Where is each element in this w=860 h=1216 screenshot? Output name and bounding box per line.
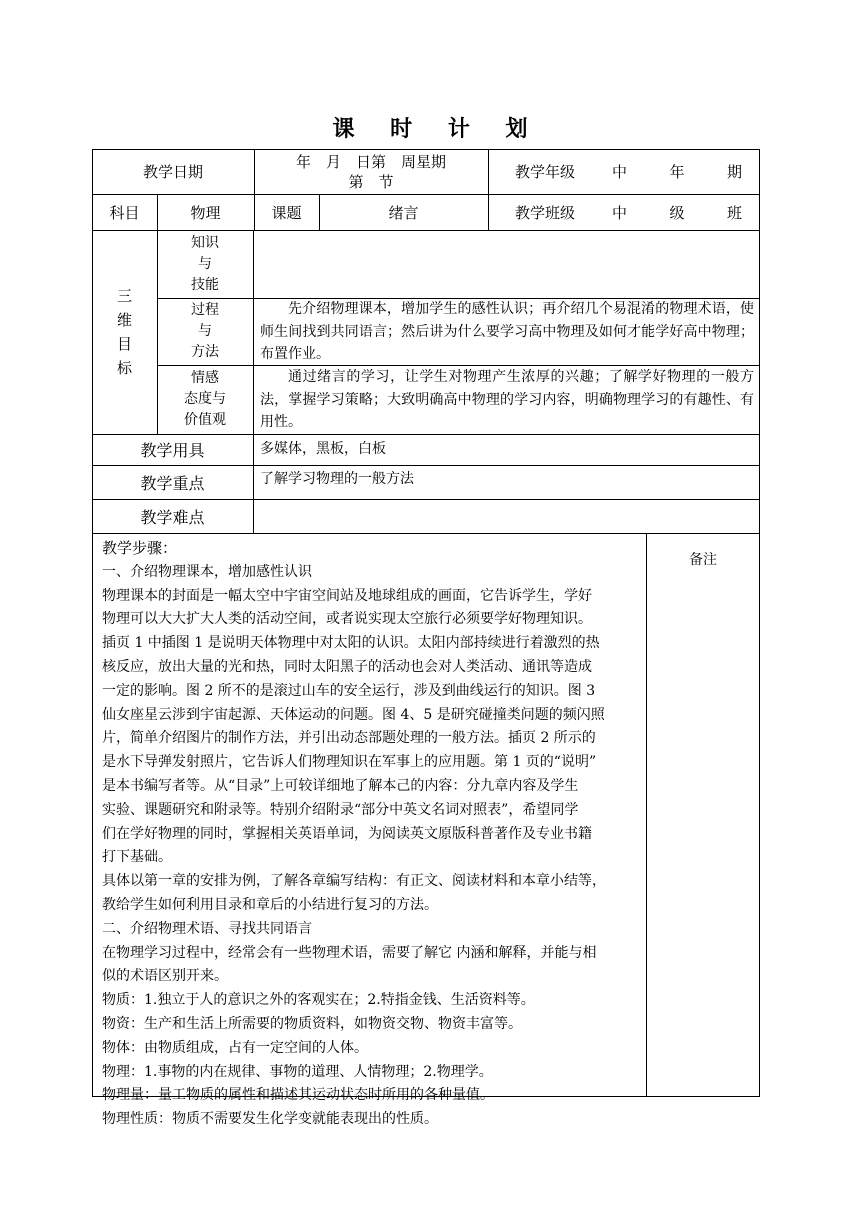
knowledge-label-line3: 技能 bbox=[191, 276, 219, 293]
class-value-2: 级 bbox=[669, 203, 685, 222]
topic-label: 课题 bbox=[271, 203, 302, 222]
class-value-1: 中 bbox=[612, 203, 628, 222]
class-value bbox=[612, 194, 742, 230]
date-value bbox=[254, 150, 488, 194]
goals-label-char-2: 维 bbox=[116, 311, 132, 329]
tools-value: 多媒体，黑板，白板 bbox=[260, 441, 386, 457]
step-line: 物理性质：物质不需要发生化学变就能表现出的性质。 bbox=[102, 1111, 438, 1128]
goals-label-char-1: 三 bbox=[116, 287, 132, 305]
subject-label: 科目 bbox=[109, 203, 140, 222]
teaching-steps bbox=[102, 537, 645, 1132]
grade-label: 教学年级 bbox=[514, 163, 575, 181]
process-label-line3: 方法 bbox=[191, 344, 219, 360]
step-line: 打下基础。 bbox=[102, 849, 172, 866]
subject-value: 物理 bbox=[190, 203, 221, 222]
grade-value-1: 中 bbox=[612, 163, 628, 181]
step-line: 核反应，放出大量的光和热，同时太阳黑子的活动也会对人类活动、通讯等造成 bbox=[102, 658, 592, 675]
step-line: 物质：1.独立于人的意识之外的客观实在；2.特指金钱、生活资料等。 bbox=[102, 992, 535, 1009]
step-line: 物理课本的封面是一幅太空中宇宙空间站及地球组成的画面，它告诉学生，学好 bbox=[102, 587, 592, 604]
step-line: 物体：由物质组成，占有一定空间的人体。 bbox=[102, 1039, 368, 1056]
goals-label-char-4: 标 bbox=[116, 359, 132, 377]
emotion-label-line2: 态度与 bbox=[184, 391, 226, 407]
remarks-label: 备注 bbox=[689, 552, 717, 568]
step-line: 物资：生产和生活上所需要的物质资料，如物资交物、物资丰富等。 bbox=[102, 1015, 522, 1032]
emotion-label bbox=[157, 365, 253, 434]
step-line: 一定的影响。图 2 所不的是滚过山车的安全运行，涉及到曲线运行的知识。图 3 bbox=[102, 682, 596, 699]
difficulty-label: 教学难点 bbox=[140, 507, 205, 527]
grade-value-3: 期 bbox=[726, 163, 742, 181]
date-label: 教学日期 bbox=[142, 163, 203, 181]
class-value-3: 班 bbox=[726, 203, 742, 222]
step-line: 仙女座星云涉到宇宙起源、天体运动的问题。图 4、5 是研究碰撞类问题的频闪照 bbox=[102, 706, 605, 723]
knowledge-label-line1: 知识 bbox=[191, 234, 219, 251]
goals-label-char-3: 目 bbox=[116, 335, 132, 353]
emotion-label-line1: 情感 bbox=[191, 370, 219, 386]
date-value-line1: 年 月 日第 周星期 bbox=[295, 153, 446, 171]
key-point-value: 了解学习物理的一般方法 bbox=[260, 471, 414, 487]
step-line: 教给学生如何利用目录和章后的小结进行复习的方法。 bbox=[102, 896, 438, 913]
step-line: 是水下导弹发射照片，它告诉人们物理知识在军事上的应用题。第 1 页的“说明” bbox=[102, 754, 597, 771]
step-line: 在物理学习过程中，经常会有一些物理术语，需要了解它 内涵和解释，并能与相 bbox=[102, 944, 597, 961]
step-line: 插页 1 中插图 1 是说明天体物理中对太阳的认识。太阳内部持续进行着激烈的热 bbox=[102, 635, 600, 652]
step-line: 物理：1.事物的内在规律、事物的道理、人情物理；2.物理学。 bbox=[102, 1063, 493, 1080]
step-line: 物理可以大大扩大人类的活动空间，或者说实现太空旅行必须要学好物理知识。 bbox=[102, 611, 592, 628]
step-line: 似的术语区别开来。 bbox=[102, 968, 228, 985]
key-point-label: 教学重点 bbox=[140, 473, 205, 493]
process-label-line2: 与 bbox=[198, 323, 212, 339]
step-line: 片，简单介绍图片的制作方法，并引出动态部题处理的一般方法。插页 2 所示的 bbox=[102, 730, 596, 747]
emotion-text: 通过绪言的学习，让学生对物理产生浓厚的兴趣；了解学好物理的一般方法，掌握学习策略；大致明确高中物理的学习内容，明确物理学习的有趣性、有用性。 bbox=[260, 369, 754, 430]
step-line: 是本书编写者等。从“目录”上可较详细地了解本己的内容：分九章内容及学生 bbox=[102, 777, 579, 794]
process-text: 先介绍物理课本，增加学生的感性认识；再介绍几个易混淆的物理术语，使师生间找到共同语言；然后讲为什么要学习高中物理及如何才能学好高中物理；布置作业。 bbox=[260, 301, 754, 362]
page-title: 课 时 计 划 bbox=[332, 117, 542, 142]
emotion-label-line3: 价值观 bbox=[184, 412, 226, 428]
goals-label bbox=[92, 230, 157, 434]
class-label: 教学班级 bbox=[514, 203, 575, 222]
step-line: 物理量：量工物质的属性和描述其运动状态时所用的各种量值。 bbox=[102, 1087, 494, 1104]
tools-label: 教学用具 bbox=[140, 441, 205, 460]
step-line: 一、介绍物理课本，增加感性认识 bbox=[102, 563, 312, 580]
step-line: 们在学好物理的同时，掌握相关英语单词，为阅读英文原版科普著作及专业书籍 bbox=[102, 825, 592, 842]
topic-value: 绪言 bbox=[388, 203, 419, 222]
step-line: 具体以第一章的安排为例，了解各章编写结构：有正文、阅读材料和本章小结等， bbox=[102, 873, 606, 890]
step-line: 教学步骤： bbox=[102, 539, 178, 557]
grade-value bbox=[612, 149, 742, 194]
grade-value-2: 年 bbox=[669, 163, 685, 181]
knowledge-label bbox=[157, 230, 253, 298]
knowledge-label-line2: 与 bbox=[198, 255, 212, 272]
process-label-line1: 过程 bbox=[191, 302, 219, 318]
date-value-line2: 第 节 bbox=[348, 173, 394, 191]
step-line: 实验、课题研究和附录等。特别介绍附录“部分中英文名词对照表”，希望同学 bbox=[102, 801, 579, 818]
step-line: 二、介绍物理术语、寻找共同语言 bbox=[102, 920, 312, 937]
process-label bbox=[157, 298, 253, 365]
